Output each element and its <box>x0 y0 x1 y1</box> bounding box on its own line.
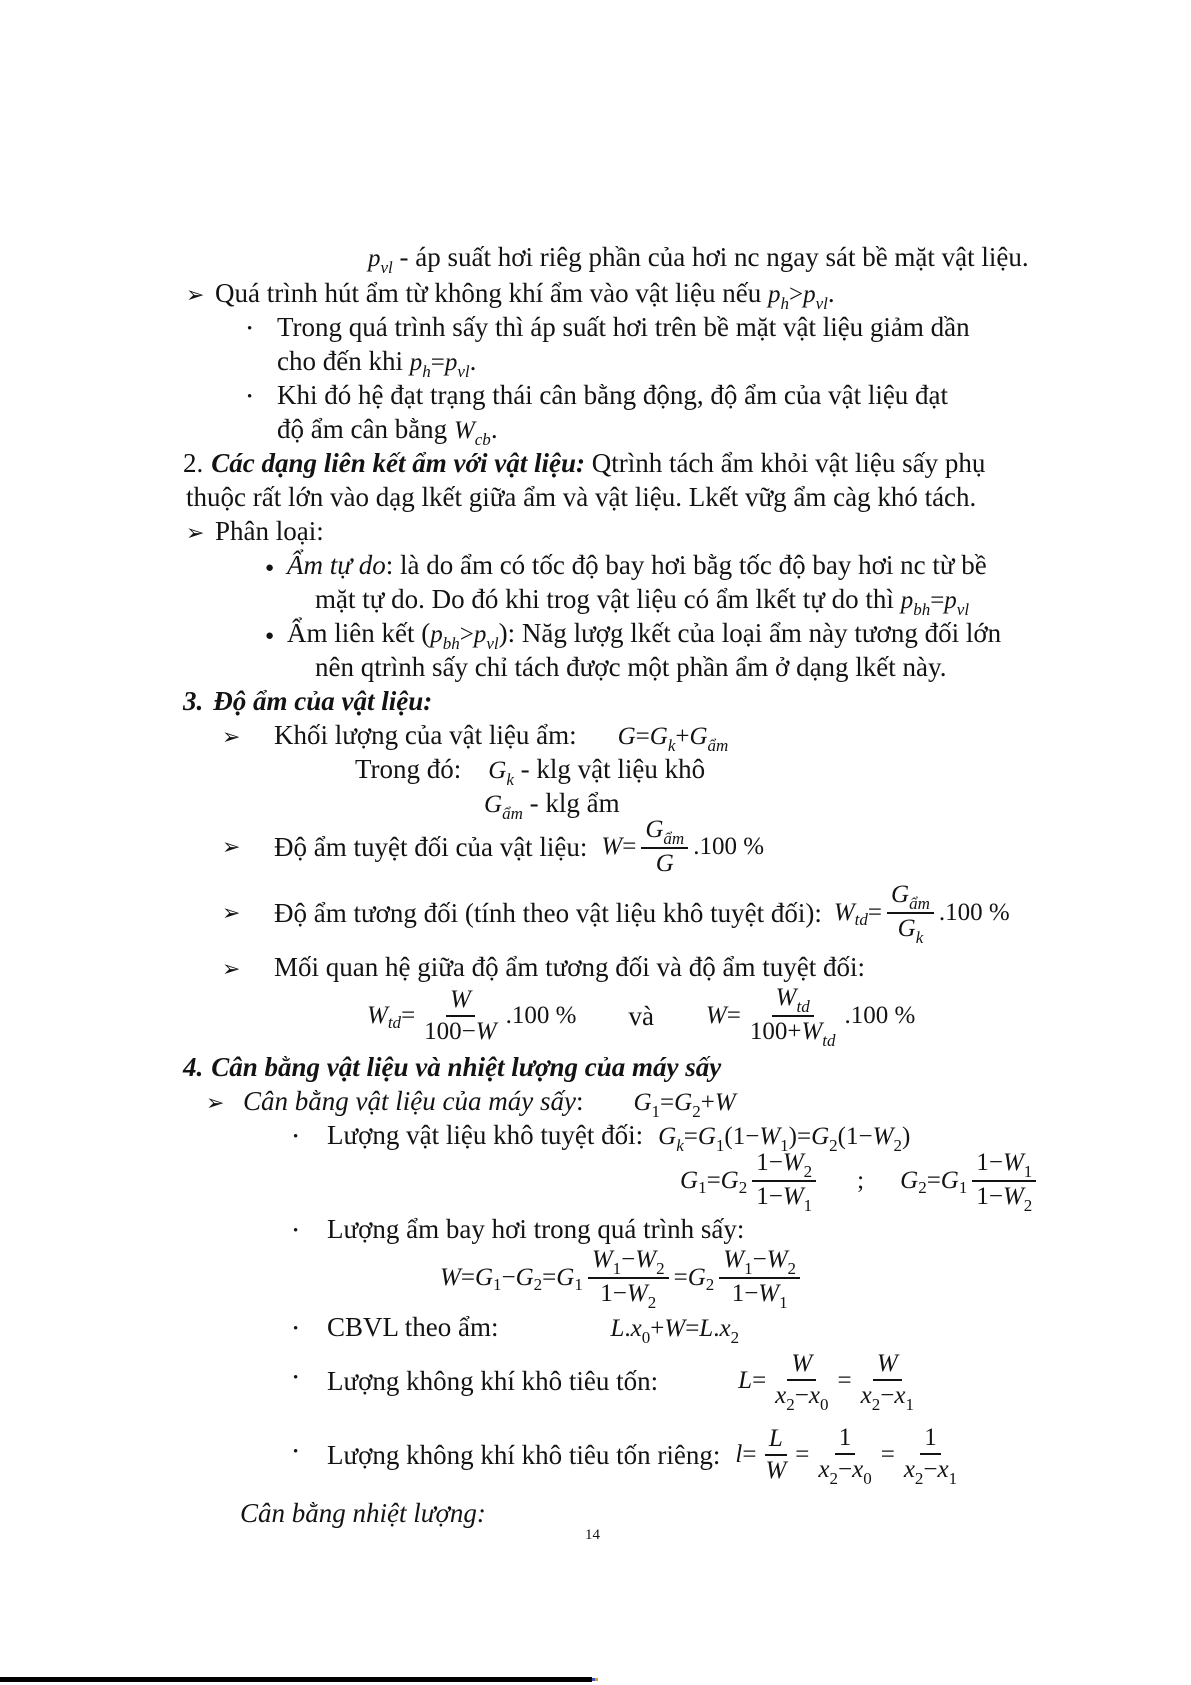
fraction <box>641 815 688 879</box>
text-run: 1− <box>600 1280 627 1307</box>
text-line <box>186 480 976 514</box>
dot-bullet-icon: • <box>293 1321 299 1337</box>
text-run: p <box>444 349 458 376</box>
text-run: )= <box>788 1123 812 1150</box>
text-line <box>240 1496 486 1530</box>
text-run: W <box>367 1002 388 1029</box>
text-run: − <box>501 1264 516 1291</box>
text-run: x <box>937 1456 949 1483</box>
text-run: Cân bằng vật liệu của máy sấy <box>243 1086 576 1116</box>
text-run: Trong đó: <box>355 754 462 784</box>
text-run: > <box>459 621 474 648</box>
text-run: x <box>775 1382 787 1409</box>
text-run: ẩm <box>909 894 930 913</box>
text-run: L <box>699 1315 714 1342</box>
text-run: = <box>460 1264 475 1291</box>
text-line <box>183 1050 721 1084</box>
text-run: ; <box>857 1167 865 1194</box>
text-line <box>183 446 985 480</box>
text-run: > <box>789 281 804 308</box>
text-run: Cân bằng nhiệt lượng: <box>240 1498 486 1528</box>
text-line <box>186 514 324 550</box>
text-run: Qtrình tách ẩm khỏi vật liệu sấy phụ <box>584 448 986 478</box>
text-run: − <box>794 1382 809 1409</box>
text-run: G <box>811 1123 830 1150</box>
text-run: cb <box>474 430 491 449</box>
text-line <box>367 984 915 1048</box>
arrow-bullet-icon: ➢ <box>222 900 241 925</box>
text-line <box>222 881 1010 945</box>
text-run: x <box>860 1382 872 1409</box>
text-run: và <box>628 1001 654 1031</box>
text-run: .100 % <box>505 1002 577 1029</box>
text-run: W <box>1002 1149 1024 1176</box>
text-run: 1− <box>756 1183 783 1210</box>
dot-bullet-icon: • <box>293 1370 299 1386</box>
text-run: W <box>705 1002 727 1029</box>
text-run: : là do ẩm có tốc độ bay hơi bằg tốc độ bay hơi nc từ bề <box>385 550 987 580</box>
text-line <box>293 1344 923 1418</box>
text-run: = <box>867 899 883 926</box>
text-run: = <box>685 1315 700 1342</box>
text-run: ) <box>901 1123 911 1150</box>
text-run: 1− <box>731 1280 759 1307</box>
arrow-bullet-icon: ➢ <box>206 1090 225 1115</box>
bottom-bar <box>0 1677 592 1682</box>
text-line <box>355 752 705 790</box>
text-run: Khi đó hệ đạt trạng thái cân bằng động, độ ẩm của vật liệu đạt <box>277 380 949 410</box>
text-line <box>315 650 947 684</box>
text-run: G <box>720 1167 739 1194</box>
text-run: x <box>630 1315 642 1342</box>
text-run: thuộc rất lớn vào dạg lkết giữa ẩm và vật liệu. Lkết vữg ẩm càg khó tách. <box>186 482 977 512</box>
text-line <box>206 1084 736 1122</box>
text-run: W <box>766 1246 788 1273</box>
text-run: p <box>473 621 487 648</box>
text-run: p <box>803 281 816 308</box>
text-run: W <box>759 1123 781 1150</box>
text-run: vl <box>457 362 470 381</box>
fraction <box>761 1424 790 1486</box>
text-line <box>222 950 865 986</box>
text-run: 1 <box>780 1136 789 1155</box>
text-run: x <box>852 1456 864 1483</box>
text-run: k <box>667 736 676 755</box>
arrow-bullet-icon: ➢ <box>222 724 241 749</box>
dot-bullet-icon: • <box>293 1129 299 1145</box>
text-run: 2 <box>871 1395 881 1414</box>
text-run: Độ ẩm tương đối (tính theo vật liệu khô tuyệt đối): <box>274 898 822 928</box>
arrow-bullet-icon: ➢ <box>186 520 205 545</box>
text-line <box>293 1418 966 1492</box>
text-run: k <box>506 770 514 789</box>
fraction <box>752 1148 816 1214</box>
text-run: − <box>621 1246 636 1273</box>
text-run: 1 <box>838 1424 852 1451</box>
text-run: 2 <box>533 1275 543 1294</box>
text-run: = <box>752 1367 767 1394</box>
text-run: W <box>601 833 623 860</box>
text-run: độ ẩm cân bằng <box>277 414 454 444</box>
text-run: = <box>930 587 945 614</box>
text-run: : <box>575 1086 584 1116</box>
text-run: W <box>782 1149 804 1176</box>
text-run: l <box>735 1441 743 1468</box>
text-run: Lượng ẩm bay hơi trong quá trình sấy: <box>327 1214 745 1244</box>
text-run: = <box>635 723 650 750</box>
text-run: G <box>633 1089 652 1116</box>
text-run: k <box>676 1136 684 1155</box>
text-run: p <box>368 245 381 272</box>
text-run: 1− <box>976 1149 1003 1176</box>
arrow-bullet-icon: ➢ <box>222 956 241 981</box>
text-run: k <box>915 928 924 947</box>
text-run: = <box>926 1167 941 1194</box>
text-run: . <box>490 414 498 444</box>
text-run: .100 % <box>938 899 1010 926</box>
text-run: Độ ẩm tuyệt đối của vật liệu: <box>274 832 588 862</box>
text-run: - klg ẩm <box>522 788 620 818</box>
disc-bullet-icon: ● <box>265 560 275 576</box>
text-run: 2 <box>738 1178 748 1197</box>
text-run: ẩm <box>502 804 523 823</box>
text-run: 1 <box>948 1469 958 1488</box>
text-run: L <box>738 1367 753 1394</box>
text-run: G <box>474 1264 493 1291</box>
text-run: ẩm <box>707 736 729 755</box>
text-run: G <box>674 1089 693 1116</box>
text-run: = <box>401 1002 416 1029</box>
text-run: nên qtrình sấy chỉ tách được một phần ẩm ở dạng lkết này. <box>315 652 947 682</box>
text-run: 1− <box>756 1149 783 1176</box>
text-run: 2 <box>647 1293 657 1312</box>
text-run: . <box>713 1315 720 1342</box>
text-run: 100+ <box>749 1018 802 1045</box>
fraction <box>746 983 840 1049</box>
text-run: − <box>880 1382 895 1409</box>
text-line <box>277 412 498 450</box>
fraction <box>771 1349 832 1413</box>
text-run: G <box>645 816 664 843</box>
text-run: (1− <box>837 1123 873 1150</box>
text-run: G <box>697 1123 716 1150</box>
text-run: .100 % <box>693 833 765 860</box>
text-run: Phân loại: <box>215 516 324 546</box>
text-run: Cân bằng vật liệu và nhiệt lượng của máy sấy <box>211 1052 722 1082</box>
dot-bullet-icon: • <box>293 1223 299 1239</box>
text-run: W <box>782 1183 804 1210</box>
text-run: W <box>591 1246 613 1273</box>
text-run: 2 <box>1023 1196 1033 1215</box>
text-run: + <box>700 1089 715 1116</box>
text-run: G <box>484 791 503 818</box>
text-run: td <box>796 997 810 1016</box>
arrow-bullet-icon: ➢ <box>186 282 205 307</box>
text-run: − <box>837 1456 853 1483</box>
fraction <box>719 1245 800 1311</box>
text-run: 100− <box>424 1018 476 1045</box>
text-run: 4. <box>183 1052 204 1082</box>
text-run: W <box>664 1315 686 1342</box>
text-run: td <box>387 1013 402 1032</box>
text-run: = <box>837 1367 852 1394</box>
text-run: = <box>683 1123 698 1150</box>
text-run: G <box>897 915 916 942</box>
text-run: 1 <box>1023 1162 1033 1181</box>
text-run: 1 <box>958 1178 968 1197</box>
text-run: W <box>872 1123 894 1150</box>
dot-bullet-icon: • <box>293 1444 299 1460</box>
text-run: p <box>944 587 957 614</box>
disc-bullet-icon: ● <box>265 628 275 644</box>
text-run: Ẩm tự do <box>287 550 386 580</box>
text-run: x <box>808 1382 820 1409</box>
text-run: bh <box>913 600 931 619</box>
text-run: ẩm <box>663 829 685 848</box>
text-run: = <box>706 1167 721 1194</box>
text-run: = <box>542 1264 557 1291</box>
text-run: W <box>801 1018 823 1045</box>
text-run: vl <box>380 258 393 277</box>
text-run: x <box>903 1456 915 1483</box>
text-run: G <box>940 1167 959 1194</box>
text-run: W <box>714 1089 736 1116</box>
text-line <box>222 718 728 756</box>
text-run: W <box>791 1350 813 1377</box>
fraction <box>814 1423 875 1487</box>
text-run: 1 <box>493 1275 502 1294</box>
text-run: Trong quá trình sấy thì áp suất hơi trên bề mặt vật liệu giảm dần <box>277 312 970 342</box>
text-run: 3. <box>183 686 204 716</box>
text-run: Quá trình hút ẩm từ không khí ẩm vào vật liệu nếu <box>215 278 769 308</box>
text-run: W <box>775 984 797 1011</box>
text-run: W <box>723 1246 745 1273</box>
text-run: x <box>719 1315 731 1342</box>
text-line <box>440 1246 805 1310</box>
text-run: p <box>409 349 423 376</box>
text-run: W <box>626 1280 648 1307</box>
text-run: 1 <box>574 1275 583 1294</box>
text-run: vl <box>815 294 828 313</box>
text-run: G <box>900 1167 919 1194</box>
text-run: = <box>795 1441 810 1468</box>
text-run: = <box>660 1089 675 1116</box>
text-run: p <box>900 587 914 614</box>
text-run: 1 <box>803 1196 813 1215</box>
text-line <box>680 1149 1041 1215</box>
text-run: 2 <box>786 1395 795 1414</box>
text-run: − <box>752 1246 767 1273</box>
fraction <box>420 985 500 1047</box>
text-run: + <box>650 1315 665 1342</box>
fraction <box>972 1148 1036 1214</box>
text-run: 2. <box>183 448 204 478</box>
text-run: Khối lượng của vật liệu ẩm: <box>274 720 577 750</box>
text-run: 2 <box>656 1259 665 1278</box>
text-run: W <box>765 1457 787 1484</box>
text-run: p <box>430 621 443 648</box>
text-run: W <box>833 899 855 926</box>
text-run: 1 <box>905 1395 914 1414</box>
text-run: W <box>635 1246 657 1273</box>
dot-bullet-icon: • <box>247 321 253 337</box>
text-run: 1 <box>651 1102 661 1121</box>
text-run: 1 <box>924 1424 937 1451</box>
text-run: 1 <box>715 1136 725 1155</box>
text-run: Lượng không khí khô tiêu tốn riêng: <box>327 1440 721 1470</box>
text-run: = <box>880 1441 895 1468</box>
text-run: 0 <box>641 1328 651 1347</box>
text-run: = <box>430 349 445 376</box>
text-line <box>368 240 1029 278</box>
text-run: ): Năg lượg lkết của loại ẩm này tương đối lớn <box>498 618 1002 648</box>
text-run: − <box>923 1456 938 1483</box>
text-run: x <box>894 1382 906 1409</box>
text-run: vl <box>956 600 970 619</box>
text-run: G <box>689 723 708 750</box>
text-run: W <box>758 1280 780 1307</box>
text-run: Lượng không khí khô tiêu tốn: <box>327 1366 659 1396</box>
text-run: - klg vật liệu khô <box>513 754 706 784</box>
text-run: G <box>515 1264 534 1291</box>
text-run: Mối quan hệ giữa độ ẩm tương đối và độ ẩm tuyệt đối: <box>274 952 865 982</box>
text-run: G <box>680 1167 699 1194</box>
text-line <box>277 344 476 382</box>
text-run: L <box>768 1425 783 1452</box>
text-run: . <box>624 1315 631 1342</box>
fraction <box>887 880 934 946</box>
text-run: 2 <box>803 1162 813 1181</box>
text-run: 1 <box>612 1259 622 1278</box>
text-run: = <box>726 1002 741 1029</box>
text-run: W <box>453 417 475 444</box>
text-run: 2 <box>914 1469 924 1488</box>
text-run: td <box>822 1031 836 1050</box>
text-run: Độ ẩm của vật liệu: <box>213 686 433 716</box>
text-run: 1 <box>698 1178 707 1197</box>
arrow-bullet-icon: ➢ <box>222 834 241 859</box>
text-run: 1 <box>744 1259 753 1278</box>
text-run: G <box>658 1123 677 1150</box>
text-run: - áp suất hơi riêg phần của hơi nc ngay sát bề mặt vật liệu. <box>392 242 1029 272</box>
text-run: 2 <box>705 1275 715 1294</box>
text-run: + <box>675 723 690 750</box>
dot-bullet-icon: • <box>247 389 253 405</box>
text-run: = <box>622 833 637 860</box>
text-run: G <box>687 1264 706 1291</box>
text-run: CBVL theo ẩm: <box>327 1312 499 1342</box>
text-run: . <box>827 278 835 308</box>
text-run: h <box>780 294 790 313</box>
text-run: 2 <box>918 1178 927 1197</box>
text-run: Lượng vật liệu khô tuyệt đối: <box>327 1120 644 1150</box>
text-line <box>315 582 969 620</box>
text-run: G <box>488 757 507 784</box>
text-run: Ẩm liên kết ( <box>287 618 431 648</box>
text-run: 0 <box>820 1395 829 1414</box>
text-run: p <box>768 281 781 308</box>
text-run: td <box>854 910 868 929</box>
bottom-bar-artifact-orange <box>595 1678 598 1681</box>
text-run: G <box>891 881 910 908</box>
fraction <box>857 1349 918 1413</box>
text-run: G <box>556 1264 575 1291</box>
text-run: G <box>649 723 668 750</box>
text-run: W <box>876 1350 898 1377</box>
text-line <box>186 276 835 314</box>
text-run: (1− <box>724 1123 760 1150</box>
fraction <box>900 1423 961 1487</box>
text-run: .100 % <box>844 1002 916 1029</box>
text-run: x <box>818 1456 830 1483</box>
text-run: Các dạng liên kết ẩm với vật liệu: <box>211 448 585 478</box>
text-run: h <box>422 362 431 381</box>
text-run: 2 <box>730 1328 740 1347</box>
text-run: mặt tự do. Do đó khi trog vật liệu có ẩm lkết tự do thì <box>315 584 901 614</box>
text-run: W <box>475 1018 497 1045</box>
text-run: 1 <box>779 1293 788 1312</box>
text-run: vl <box>486 634 499 653</box>
text-run: 2 <box>893 1136 902 1155</box>
text-run: G <box>617 723 636 750</box>
text-line <box>183 684 432 718</box>
text-run: . <box>469 346 477 376</box>
text-run: 1− <box>976 1183 1003 1210</box>
page-number: 14 <box>585 1527 600 1543</box>
text-run: bh <box>442 634 460 653</box>
text-run: 2 <box>787 1259 797 1278</box>
text-run: 0 <box>863 1469 872 1488</box>
text-run: 2 <box>829 1136 838 1155</box>
text-run: = <box>673 1264 688 1291</box>
text-run: W <box>1002 1183 1024 1210</box>
text-run: cho đến khi <box>277 346 410 376</box>
text-run: = <box>742 1441 757 1468</box>
text-line <box>222 815 764 879</box>
text-run: 2 <box>829 1469 838 1488</box>
text-run: W <box>449 986 471 1013</box>
fraction <box>588 1245 669 1311</box>
text-run: G <box>655 850 674 877</box>
text-run: W <box>440 1264 461 1291</box>
text-run: L <box>610 1315 625 1342</box>
text-run: 2 <box>692 1102 701 1121</box>
